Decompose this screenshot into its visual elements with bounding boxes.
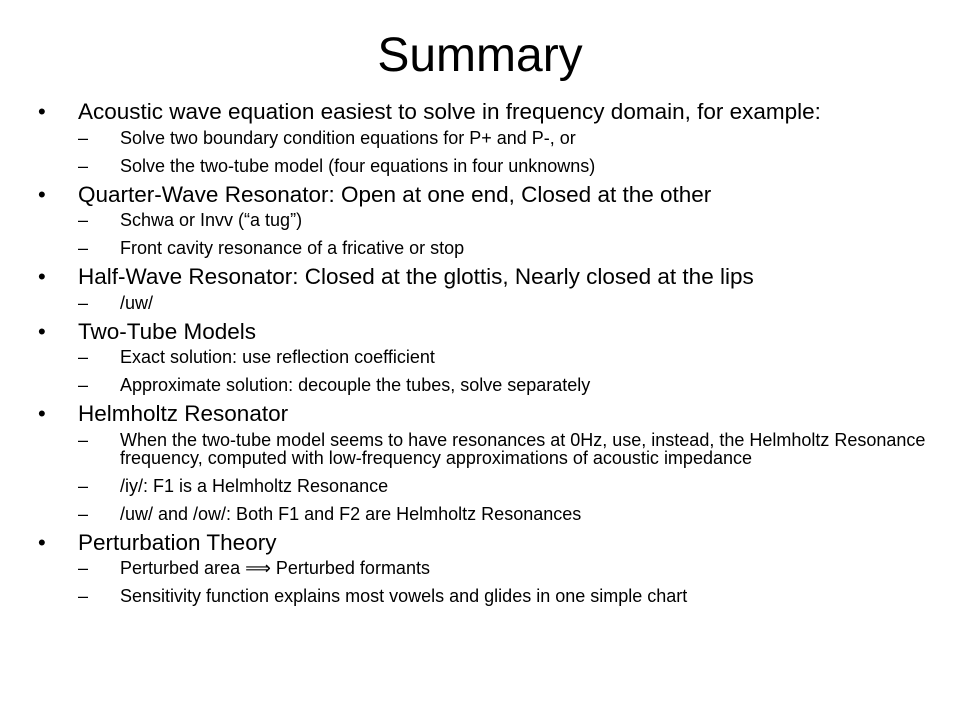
dash-icon: – bbox=[78, 586, 89, 606]
sub-bullet-item bbox=[78, 211, 938, 229]
dash-icon: – bbox=[78, 127, 89, 148]
sub-bullet-list bbox=[78, 348, 938, 394]
bullet-dot-icon: • bbox=[38, 318, 46, 344]
sub-bullet-text: /uw/ bbox=[120, 292, 154, 313]
sub-bullet-list bbox=[78, 431, 938, 523]
dash-icon: – bbox=[78, 503, 89, 524]
bullet-dot-icon: • bbox=[38, 529, 46, 555]
sub-bullet-text: Sensitivity function explains most vowels and glides in one simple chart bbox=[120, 586, 688, 606]
dash-icon: – bbox=[78, 429, 89, 450]
sub-bullet-text: Approximate solution: decouple the tubes, solve separately bbox=[120, 375, 591, 395]
sub-bullet-list bbox=[78, 559, 938, 605]
sub-bullet-text: Exact solution: use reflection coefficient bbox=[120, 347, 435, 367]
bullet-item bbox=[38, 529, 938, 606]
bullet-text: Half-Wave Resonator: Closed at the glottis, Nearly closed at the lips bbox=[78, 264, 754, 289]
bullet-list bbox=[38, 101, 938, 605]
sub-bullet-item bbox=[78, 505, 938, 523]
bullet-item bbox=[38, 266, 938, 312]
bullet-dot-icon: • bbox=[38, 401, 46, 426]
bullet-item bbox=[38, 101, 938, 175]
bullet-text: Acoustic wave equation easiest to solve in frequency domain, for example: bbox=[78, 99, 821, 124]
sub-bullet-item bbox=[78, 239, 938, 257]
bullet-text: Perturbation Theory bbox=[78, 529, 277, 555]
sub-bullet-text: Solve the two-tube model (four equations in four unknowns) bbox=[120, 155, 596, 176]
sub-bullet-item bbox=[78, 129, 938, 147]
dash-icon: – bbox=[78, 210, 89, 230]
dash-icon: – bbox=[78, 238, 89, 258]
bullet-text: Two-Tube Models bbox=[78, 318, 256, 344]
sub-bullet-item bbox=[78, 348, 938, 366]
sub-bullet-list bbox=[78, 129, 938, 175]
slide-title: Summary bbox=[377, 29, 583, 82]
sub-bullet-list bbox=[78, 211, 938, 257]
sub-bullet-text: Front cavity resonance of a fricative or stop bbox=[120, 238, 465, 258]
sub-bullet-text: Solve two boundary condition equations for P+ and P-, or bbox=[120, 127, 576, 148]
bullet-dot-icon: • bbox=[38, 99, 46, 124]
sub-bullet-item bbox=[78, 587, 938, 605]
dash-icon: – bbox=[78, 558, 89, 578]
dash-icon: – bbox=[78, 347, 89, 367]
bullet-item bbox=[38, 318, 938, 395]
sub-bullet-text: /iy/: F1 is a Helmholtz Resonance bbox=[120, 475, 389, 496]
sub-bullet-text: /uw/ and /ow/: Both F1 and F2 are Helmholtz Resonances bbox=[120, 503, 582, 524]
bullet-text: Helmholtz Resonator bbox=[78, 401, 289, 426]
sub-bullet-text: Schwa or Invv (“a tug”) bbox=[120, 210, 303, 230]
bullet-text: Quarter-Wave Resonator: Open at one end, Closed at the other bbox=[78, 181, 712, 207]
bullet-item bbox=[38, 403, 938, 523]
sub-bullet-item bbox=[78, 431, 938, 467]
dash-icon: – bbox=[78, 475, 89, 496]
dash-icon: – bbox=[78, 375, 89, 395]
sub-bullet-list bbox=[78, 294, 938, 312]
dash-icon: – bbox=[78, 155, 89, 176]
sub-bullet-item bbox=[78, 559, 938, 577]
sub-bullet-text: When the two-tube model seems to have resonances at 0Hz, use, instead, the Helmholtz Resonance frequency, computed with low-frequency approximations of acoustic impedance bbox=[120, 429, 926, 468]
dash-icon: – bbox=[78, 292, 89, 313]
sub-bullet-item bbox=[78, 294, 938, 312]
sub-bullet-item bbox=[78, 376, 938, 394]
bullet-dot-icon: • bbox=[38, 181, 46, 207]
sub-bullet-item bbox=[78, 477, 938, 495]
sub-bullet-text: Perturbed area ⟹ Perturbed formants bbox=[120, 558, 430, 578]
sub-bullet-item bbox=[78, 157, 938, 175]
bullet-item bbox=[38, 181, 938, 258]
bullet-dot-icon: • bbox=[38, 264, 46, 289]
